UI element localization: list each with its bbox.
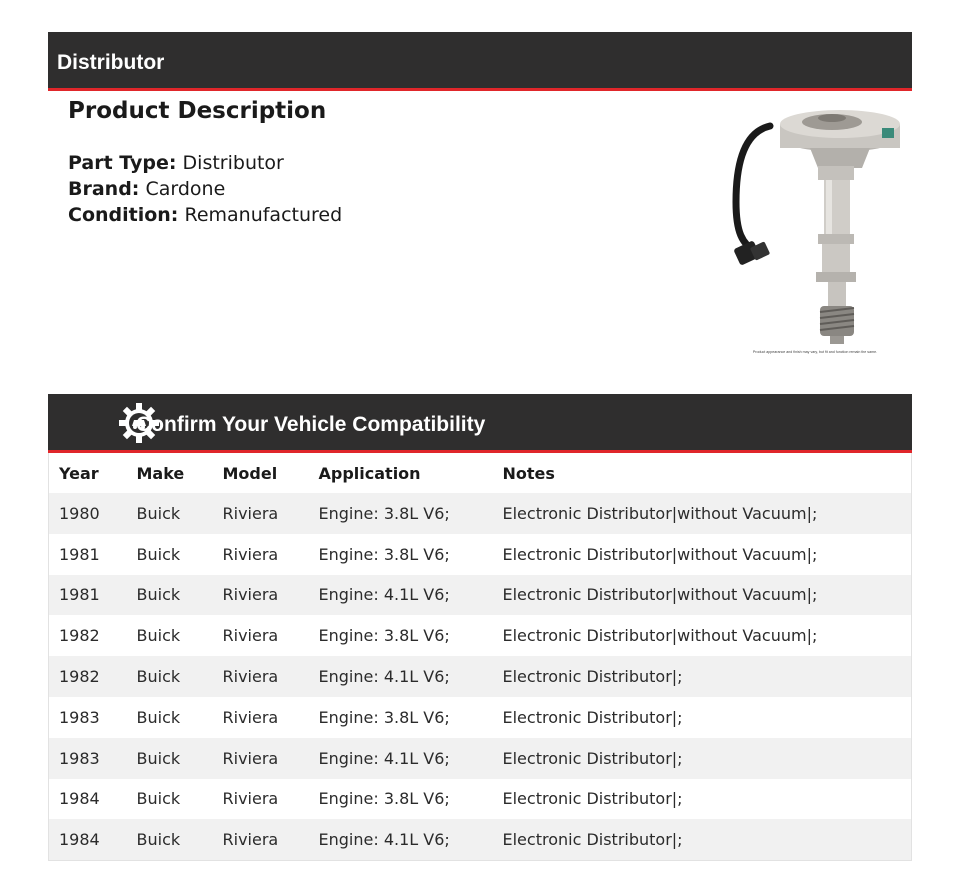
table-header-row	[49, 453, 912, 493]
cell-notes: Electronic Distributor|without Vacuum|;	[502, 503, 818, 523]
cell-model: Riviera	[222, 707, 279, 727]
cell-notes: Electronic Distributor|;	[502, 667, 683, 687]
cell-model: Riviera	[222, 789, 279, 809]
cell-make: Buick	[136, 830, 181, 850]
cell-year: 1984	[59, 830, 100, 850]
cell-year: 1983	[59, 748, 100, 768]
cell-notes: Electronic Distributor|without Vacuum|;	[502, 626, 818, 646]
table-row	[49, 819, 912, 860]
cell-make: Buick	[136, 789, 181, 809]
image-caption: Product appearance and finish may vary, but fit and function remain the same.	[752, 350, 878, 354]
cell-model: Riviera	[222, 748, 279, 768]
table-row	[49, 534, 912, 575]
compatibility-table	[48, 453, 912, 861]
section-title: Distributor	[57, 51, 165, 74]
cell-notes: Electronic Distributor|without Vacuum|;	[502, 544, 818, 564]
column-header-make: Make	[136, 463, 185, 483]
cell-make: Buick	[136, 667, 181, 687]
column-header-model: Model	[222, 463, 278, 483]
cell-application: Engine: 3.8L V6;	[318, 626, 450, 646]
spec-value: Remanufactured	[184, 204, 343, 226]
cell-model: Riviera	[222, 503, 279, 523]
cell-year: 1982	[59, 626, 100, 646]
spec-condition	[68, 204, 342, 226]
product-description-heading: Product Description	[68, 98, 327, 124]
column-header-notes: Notes	[502, 463, 555, 483]
cell-make: Buick	[136, 748, 181, 768]
compatibility-title: Confirm Your Vehicle Compatibility	[136, 413, 486, 436]
cell-application: Engine: 4.1L V6;	[318, 585, 450, 605]
cell-application: Engine: 4.1L V6;	[318, 667, 450, 687]
cell-make: Buick	[136, 544, 181, 564]
column-header-application: Application	[318, 463, 421, 483]
table-row	[49, 575, 912, 616]
cell-make: Buick	[136, 503, 181, 523]
cell-year: 1984	[59, 789, 100, 809]
cell-model: Riviera	[222, 585, 279, 605]
cell-notes: Electronic Distributor|;	[502, 830, 683, 850]
cell-application: Engine: 4.1L V6;	[318, 748, 450, 768]
table-row	[49, 493, 912, 534]
cell-notes: Electronic Distributor|;	[502, 789, 683, 809]
spec-label: Part Type:	[68, 152, 177, 174]
spec-label: Brand:	[68, 178, 140, 200]
section-header-bar	[48, 32, 912, 91]
cell-year: 1982	[59, 667, 100, 687]
cell-year: 1980	[59, 503, 100, 523]
cell-notes: Electronic Distributor|without Vacuum|;	[502, 585, 818, 605]
product-image	[722, 104, 908, 360]
spec-part-type	[68, 152, 284, 174]
cell-application: Engine: 3.8L V6;	[318, 789, 450, 809]
cell-application: Engine: 3.8L V6;	[318, 503, 450, 523]
cell-model: Riviera	[222, 667, 279, 687]
cell-application: Engine: 3.8L V6;	[318, 707, 450, 727]
table-row	[49, 656, 912, 697]
cell-application: Engine: 3.8L V6;	[318, 544, 450, 564]
spec-label: Condition:	[68, 204, 179, 226]
cell-make: Buick	[136, 707, 181, 727]
table-row	[49, 738, 912, 779]
cell-year: 1981	[59, 544, 100, 564]
cell-year: 1983	[59, 707, 100, 727]
column-header-year: Year	[59, 463, 99, 483]
cell-model: Riviera	[222, 626, 279, 646]
compatibility-header-bar	[48, 394, 912, 453]
table-row	[49, 697, 912, 738]
cell-application: Engine: 4.1L V6;	[318, 830, 450, 850]
cell-model: Riviera	[222, 830, 279, 850]
cell-year: 1981	[59, 585, 100, 605]
spec-brand	[68, 178, 225, 200]
spec-value: Distributor	[182, 152, 284, 174]
cell-notes: Electronic Distributor|;	[502, 707, 683, 727]
table-row	[49, 779, 912, 820]
table-row	[49, 615, 912, 656]
cell-notes: Electronic Distributor|;	[502, 748, 683, 768]
cell-model: Riviera	[222, 544, 279, 564]
cell-make: Buick	[136, 585, 181, 605]
spec-value: Cardone	[145, 178, 226, 200]
cell-make: Buick	[136, 626, 181, 646]
